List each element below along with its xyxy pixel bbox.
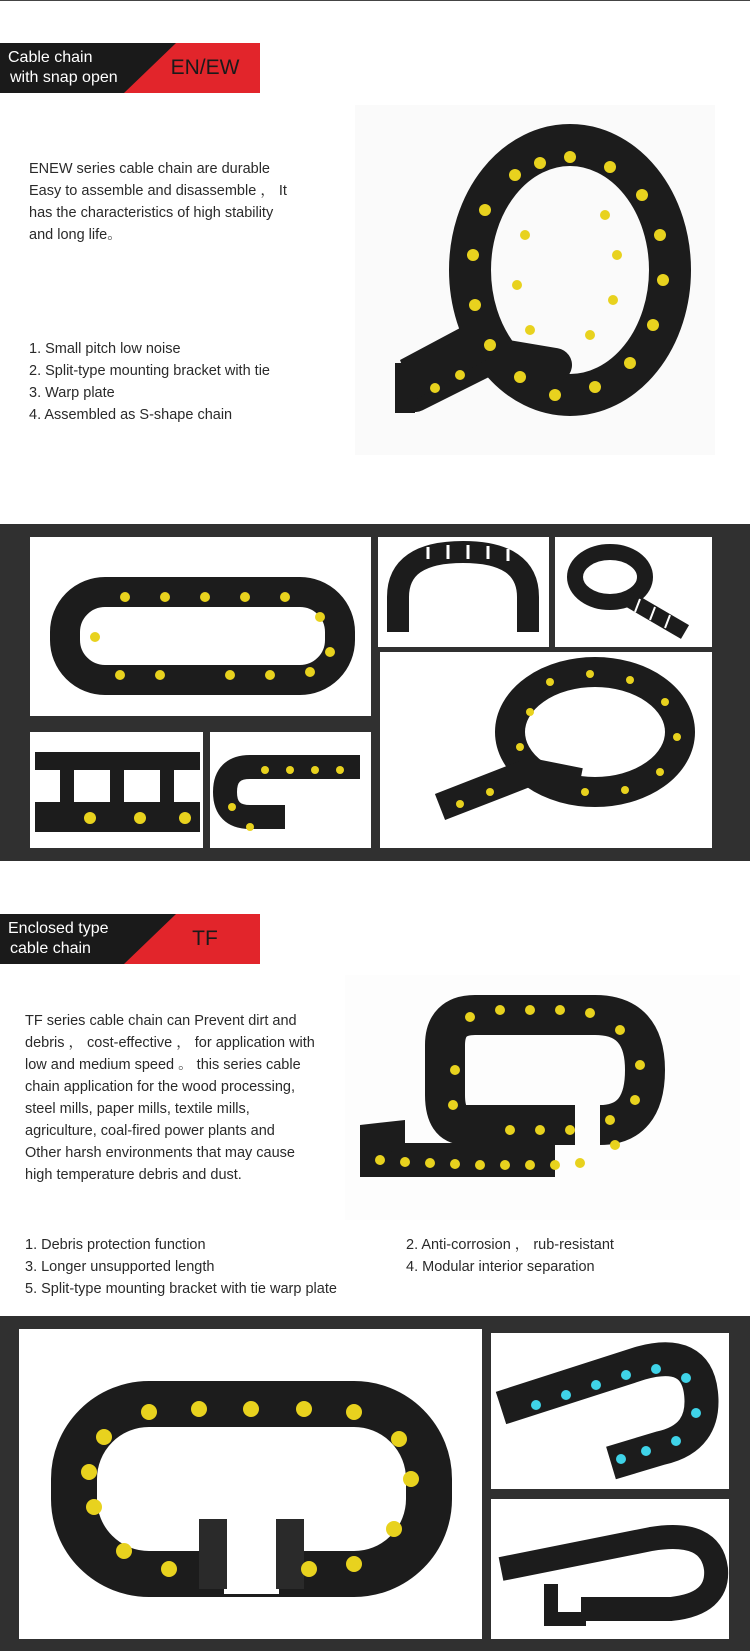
list-item: 1. Debris protection function [25, 1237, 206, 1253]
list-item: 2. Anti-corrosion ， rub-resistant [406, 1237, 614, 1253]
c-bend-chain-icon [210, 732, 371, 848]
list-item: 1. Small pitch low noise [29, 341, 181, 357]
list-item: 5. Split-type mounting bracket with tie warp plate [25, 1281, 337, 1297]
tf-gallery [0, 1316, 750, 1651]
open-u-chain-icon [378, 537, 549, 647]
banner-code: TF [192, 927, 218, 950]
list-item: 3. Longer unsupported length [25, 1259, 215, 1275]
blue-dot-chain-icon [491, 1333, 729, 1489]
tf-feature-list-left [25, 1234, 365, 1300]
enew-gallery [0, 524, 750, 861]
banner-label: Enclosed type cable chain [8, 920, 109, 957]
banner-code: EN/EW [170, 56, 240, 79]
section-banner-tf [0, 914, 260, 964]
tf-description: TF series cable chain can Prevent dirt and debris ， cost-effective ， for application with low and medium speed 。 this series cable chain application for the wood processing, steel mills, paper mills, textile mills, agriculture, coal-fired power plants and Other harsh environments that may cause high temperature debris and dust. [25, 1013, 315, 1183]
section-banner-enew [0, 43, 260, 93]
enclosed-chain-s-bend-icon [345, 975, 740, 1220]
list-item: 3. Warp plate [29, 385, 115, 401]
tf-feature-list-right [406, 1234, 736, 1278]
enew-description: ENEW series cable chain are durable Easy to assemble and disassemble ， It has the characteristics of high stability and long life。 [29, 161, 287, 243]
enclosed-oval-chain-icon [19, 1329, 482, 1639]
long-bend-chain-icon [491, 1499, 729, 1639]
coiled-chain-icon [555, 537, 712, 647]
s-shape-chain-icon [380, 652, 712, 848]
chain-closeup-icon [30, 732, 203, 848]
oval-loop-chain-icon [30, 537, 371, 716]
list-item: 4. Modular interior separation [406, 1259, 595, 1275]
top-divider [0, 0, 750, 1]
enew-feature-list [29, 338, 329, 426]
black-cable-chain-coil-icon [355, 105, 715, 455]
list-item: 2. Split-type mounting bracket with tie [29, 363, 270, 379]
banner-label: Cable chain with snap open [8, 49, 118, 86]
list-item: 4. Assembled as S-shape chain [29, 407, 233, 423]
